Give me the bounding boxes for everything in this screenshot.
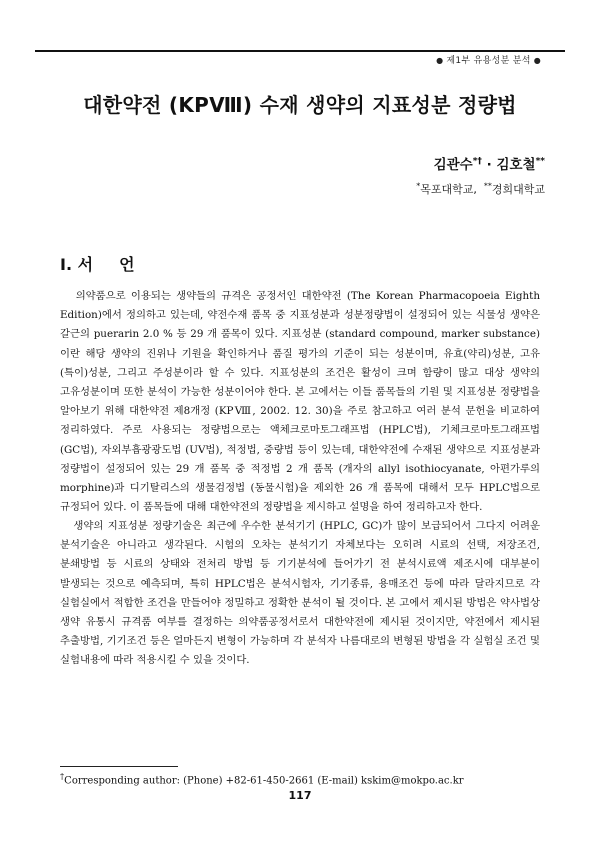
body-paragraph-1: 의약품으로 이용되는 생약들의 규격은 공정서인 대한약전 (The Korean Pharmacopoeia Eighth Edition)에서 정의하고 있는데, 약전수재 품목 중 지표성분과 성분정량법이 설정되어 있는 식물성 생약은 갈근의 puerarin 2.0 % 등 29 개 품목이 있다. 지표성분 (standard compound, marker substance)이란 해당 생약의 진위나 기원을 확인하거나 품질 평가의 기준이 되는 성분이며, 유효(약리)성분, 고유(특이)성분, 그리고 주성분이라 할 수 있다. 지표성분의 조건은 활성이 크며 함량이 많고 대상 생약의 고유성분이며 또한 분석이 가능한 성분이어야 한다. 본 고에서는 이들 품목들의 기원 및 지표성분 정량법을 알아보기 위해 대한약전 제8개정 (KPⅧ, 2002. 12. 30)을 주로 참고하고 여러 분석 문헌을 비교하여 정리하였다. 주로 사용되는 정량법으로는 액체크로마토그래프법 (HPLC법), 기체크로마토그래프법 (GC법), 자외부흡광광도법 (UV법), 적정법, 중량법 등이 있는데, 대한약전에 수재된 생약으로 지표성분과 정량법이 설정되어 있는 29 개 품목 중 적정법 2 개 품목 (개자의 allyl isothiocyanate, 아편가루의 morphine)과 디기탈리스의 생물검정법 (동물시험)을 제외한 26 개 품목에 대해서 모두 HPLC법으로 규정되어 있다. 이 품목들에 대해 대한약전의 정량법을 제시하고 설명을 하여 정리하고자 한다. (60, 290, 540, 514)
affiliation-mark: ** (483, 181, 492, 191)
page-number: 117 (288, 789, 312, 802)
header-rule (35, 50, 565, 52)
section-number: I. (60, 255, 73, 274)
section-title-part: 언 (119, 255, 135, 274)
author-name: 김호철 (496, 157, 536, 173)
section-title-part: 서 (77, 255, 94, 274)
running-header-text: 제1부 유용성분 분석 (446, 56, 531, 66)
affiliation-line (416, 181, 545, 197)
footnote (60, 771, 464, 786)
section-heading (60, 252, 135, 275)
affiliation-name: 경희대학교 (491, 183, 545, 196)
affiliation-name: 목포대학교, (420, 183, 477, 196)
author-separator: · (486, 157, 492, 173)
bullet-icon: ● (436, 56, 444, 65)
author-name: 김관수 (433, 157, 473, 173)
footnote-mark: † (60, 771, 65, 781)
affiliation-mark: * (416, 181, 421, 191)
footnote-rule (60, 766, 178, 767)
author-mark: ** (535, 156, 545, 167)
author-line (434, 153, 545, 173)
bullet-icon: ● (533, 56, 541, 65)
paper-title: 대한약전 (KPⅧ) 수재 생약의 지표성분 정량법 (83, 93, 517, 117)
running-header (433, 53, 544, 66)
body-paragraph-2: 생약의 지표성분 정량기술은 최근에 우수한 분석기기 (HPLC, GC)가 많이 보급되어서 그다지 어려운 분석기술은 아니라고 생각된다. 시험의 오차는 분석기기 자체보다는 오히려 시료의 선택, 저장조건, 분쇄방법 등 시료의 상태와 전처리 방법 등 기기분석에 들어가기 전 분석시료액 제조시에 대부분이 발생되는 것으로 예측되며, 특히 HPLC법은 분석시험자, 기기종류, 용매조건 등에 따라 달라지므로 각 실험실에서 적합한 조건을 만들어야 정밀하고 정확한 분석이 될 것이다. 본 고에서 제시된 방법은 약사법상 생약 유통시 규격품 여부를 결정하는 의약품공정서로서 대한약전에 제시된 것이지만, 약전에서 제시된 추출방법, 기기조건 등은 얼마든지 변형이 가능하며 각 분석자 나름대로의 변형된 방법을 각 실험실 조건 및 실험내용에 따라 적용시킬 수 있을 것이다. (60, 520, 540, 667)
author-mark: *† (472, 156, 482, 167)
footnote-text: Corresponding author: (Phone) +82-61-450-2661 (E-mail) kskim@mokpo.ac.kr (64, 775, 464, 787)
